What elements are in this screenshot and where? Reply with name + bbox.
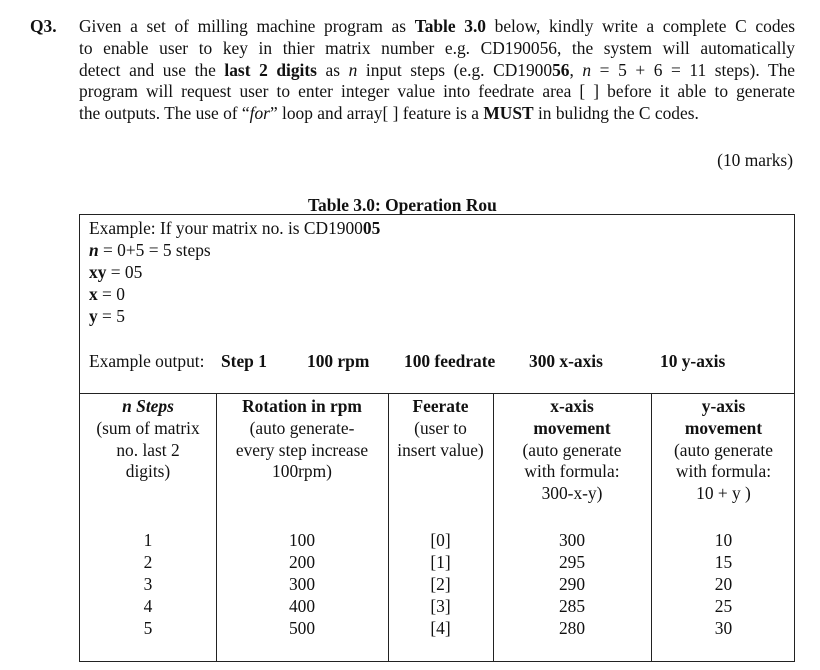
header-sub: (auto generate [674,439,773,460]
table-cell: 3 [143,574,153,594]
bold-text: xy [89,262,107,282]
table-cell: 300 [288,574,316,594]
header-sub: no. last 2 [116,439,180,460]
header-x-axis [493,396,651,505]
example-output-rpm: 100 rpm [307,351,370,371]
question-number: Q3. [30,16,57,36]
example-output-x: 300 x-axis [529,351,603,371]
header-sub: insert value) [397,439,484,460]
text: detect and use the [79,59,225,80]
table-cell: 100 [288,530,316,550]
table-cell: 2 [143,552,153,572]
table-divider [80,393,794,394]
header-sub: digits) [125,461,171,482]
header-title: movement [684,417,763,438]
table-caption: Table 3.0: Operation Rou [308,195,497,215]
table-cell: 500 [288,618,316,638]
header-title: Rotation in rpm [242,396,362,416]
italic-text: n [348,59,358,80]
text: input steps (e.g. CD1900 [357,59,553,80]
header-feedrate [388,396,493,461]
table-cell: 200 [288,552,316,572]
table-cell: 20 [714,574,733,594]
table-cell: 285 [558,596,586,616]
table-cell: 30 [714,618,733,638]
header-sub: 300-x-y) [541,483,603,504]
table-cell: 300 [558,530,586,550]
table-cell: [3] [430,596,451,616]
table-cell: 4 [143,596,153,616]
example-line-3 [89,262,142,283]
header-sub: with formula: [675,461,772,482]
text: = 5 + 6 = 11 steps). The [591,59,795,80]
bold-text: last 2 digits [224,59,317,80]
question-paragraph [79,16,795,125]
example-output-label: Example output: [89,351,205,371]
example-output-feed: 100 feedrate [404,351,496,371]
text: = 0+5 = 5 steps [98,240,211,260]
example-line-5 [89,306,125,327]
table-cell: [2] [430,574,451,594]
text: the outputs. The use of “ [79,103,250,124]
header-n-steps [80,396,216,483]
text: Example: If your matrix no. is CD1900 [89,218,363,238]
operation-table [79,214,795,662]
header-y-axis [651,396,796,505]
question-line-4: program will request user to enter integer value into feedrate area [ ] before it able to generate [79,81,795,102]
header-title: y-axis [701,396,746,416]
italic-text: n [582,59,592,80]
example-line-2 [89,240,211,261]
header-title: x-axis [550,396,594,416]
text: ” loop and array[ ] feature is a [269,103,484,124]
example-line-4 [89,284,125,305]
header-sub: 100rpm) [272,461,332,482]
table-cell: 1 [143,530,153,550]
question-line-5 [79,103,795,125]
header-sub: (auto generate [522,439,622,460]
table-cell: 280 [558,618,586,638]
bold-text: MUST [483,103,534,124]
header-rotation [216,396,388,483]
text: = 05 [106,262,143,282]
text: = 5 [97,306,125,326]
bold-text: y [89,306,98,326]
example-output-y: 10 y-axis [660,351,726,371]
header-sub: (auto generate- [249,417,355,438]
table-cell: 295 [558,552,586,572]
header-sub: 10 + y ) [696,483,751,504]
bold-text: x [89,284,98,304]
header-title: movement [533,417,611,438]
text: , [569,59,583,80]
text: below, kindly write a complete C codes [485,16,795,36]
question-line-3 [79,60,795,82]
italic-text: for [249,103,270,124]
table-cell: [1] [430,552,451,572]
table-cell: 290 [558,574,586,594]
question-line-2: to enable user to key in thier matrix number e.g. CD190056, the system will automatically [79,37,795,58]
table-cell: 5 [143,618,153,638]
table-cell: 10 [714,530,733,550]
italic-text: n [89,240,99,260]
example-line-1 [89,218,380,239]
text: = 0 [97,284,125,304]
bold-text: Table 3.0 [414,16,486,36]
header-sub: with formula: [524,461,620,482]
header-title: Feerate [412,396,469,416]
header-sub: (user to [414,417,467,438]
text: in bulidng the C codes. [533,103,699,124]
table-cell: 400 [288,596,316,616]
text: as [316,59,349,80]
table-cell: [4] [430,618,451,638]
table-cell: 15 [714,552,733,572]
header-sub: (sum of matrix [96,417,200,438]
question-line-1 [79,16,795,38]
bold-text: 05 [362,218,381,238]
example-output-step: Step 1 [221,351,267,371]
table-cell: 25 [714,596,733,616]
text: Given a set of milling machine program as [79,16,415,36]
header-sub: every step increase [235,439,369,460]
marks-label: (10 marks) [717,150,793,170]
table-cell: [0] [430,530,451,550]
bold-text: 56 [552,59,570,80]
header-title: n Steps [122,396,174,416]
